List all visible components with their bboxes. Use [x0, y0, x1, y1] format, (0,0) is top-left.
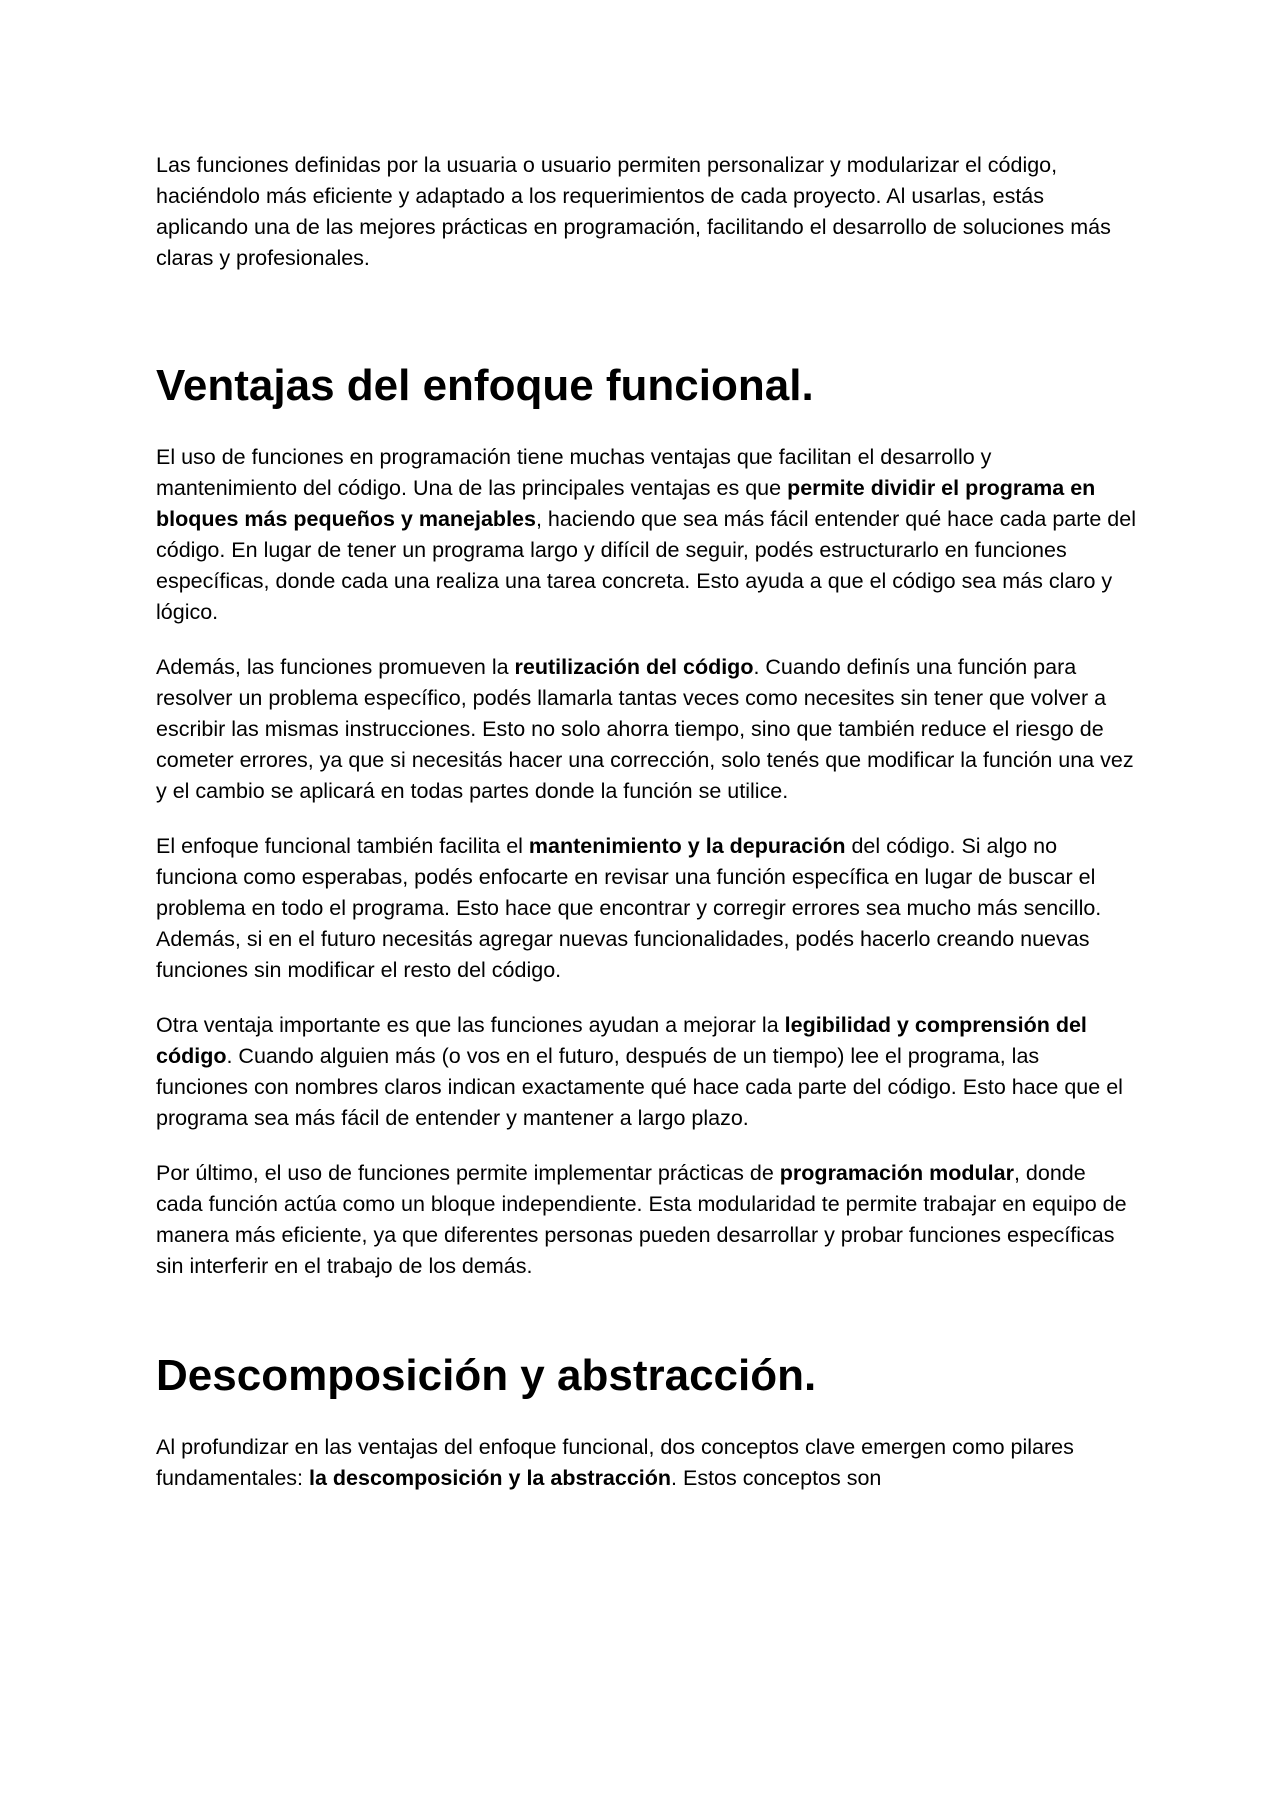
text-run: El uso de funciones en programación tiene muchas ventajas que facilitan el desarrollo y mantenimiento del código. Una de las principales ventajas es que	[156, 445, 992, 500]
text-run: del código. Si algo no funciona como esperabas, podés enfocarte en revisar una función específica en lugar de buscar el problema en todo el programa. Esto hace que encontrar y corregir errores sea mucho más sencillo. Además, si en el futuro necesitás agregar nuevas funcionalidades, podés hacerlo creando nuevas funciones sin modificar el resto del código.	[156, 834, 1102, 982]
document-page	[156, 150, 1136, 1518]
heading-ventajas: Ventajas del enfoque funcional.	[156, 361, 814, 410]
paragraph-ventajas-5	[156, 1158, 1136, 1282]
text-run: . Estos conceptos son	[671, 1466, 882, 1490]
paragraph-ventajas-3	[156, 831, 1136, 986]
bold-text: mantenimiento y la depuración	[528, 834, 846, 858]
bold-text: programación modular	[779, 1161, 1014, 1185]
bold-text: reutilización del código	[514, 655, 754, 679]
paragraph-ventajas-1	[156, 442, 1136, 628]
text-run: , haciendo que sea más fácil entender qué hace cada parte del código. En lugar de tener un programa largo y difícil de seguir, podés estructurarlo en funciones específicas, donde cada una realiza una tarea concreta. Esto ayuda a que el código sea más claro y lógico.	[156, 507, 1136, 624]
text-run: Además, las funciones promueven la	[156, 655, 515, 679]
bold-text: la descomposición y la abstracción	[309, 1466, 672, 1490]
text-run: Por último, el uso de funciones permite implementar prácticas de	[156, 1161, 780, 1185]
intro-paragraph: Las funciones definidas por la usuaria o usuario permiten personalizar y modularizar el código, haciéndolo más eficiente y adaptado a los requerimientos de cada proyecto. Al usarlas, estás aplicando una de las mejores prácticas en programación, facilitando el desarrollo de soluciones más claras y profesionales.	[156, 153, 1111, 270]
text-run: Otra ventaja importante es que las funciones ayudan a mejorar la	[156, 1013, 785, 1037]
text-run: . Cuando definís una función para resolver un problema específico, podés llamarla tantas veces como necesites sin tener que volver a escribir las mismas instrucciones. Esto no solo ahorra tiempo, sino que también reduce el riesgo de cometer errores, ya que si necesitás hacer una corrección, solo tenés que modificar la función una vez y el cambio se aplicará en todas partes donde la función se utilice.	[156, 655, 1134, 803]
paragraph-descomposicion-1	[156, 1432, 1136, 1494]
bold-text: permite dividir el programa en bloques más pequeños y manejables	[156, 476, 1096, 531]
paragraph-ventajas-4	[156, 1010, 1136, 1134]
bold-text: legibilidad y comprensión del código	[156, 1013, 1087, 1068]
paragraph-ventajas-2	[156, 652, 1136, 807]
heading-descomposicion: Descomposición y abstracción.	[156, 1351, 817, 1400]
text-run: El enfoque funcional también facilita el	[156, 834, 529, 858]
text-run: . Cuando alguien más (o vos en el futuro, después de un tiempo) lee el programa, las funciones con nombres claros indican exactamente qué hace cada parte del código. Esto hace que el programa sea más fácil de entender y mantener a largo plazo.	[156, 1044, 1123, 1130]
text-run: , donde cada función actúa como un bloque independiente. Esta modularidad te permite trabajar en equipo de manera más eficiente, ya que diferentes personas pueden desarrollar y probar funciones específicas sin interferir en el trabajo de los demás.	[156, 1161, 1127, 1278]
text-run: Al profundizar en las ventajas del enfoque funcional, dos conceptos clave emergen como pilares fundamentales:	[156, 1435, 1074, 1490]
